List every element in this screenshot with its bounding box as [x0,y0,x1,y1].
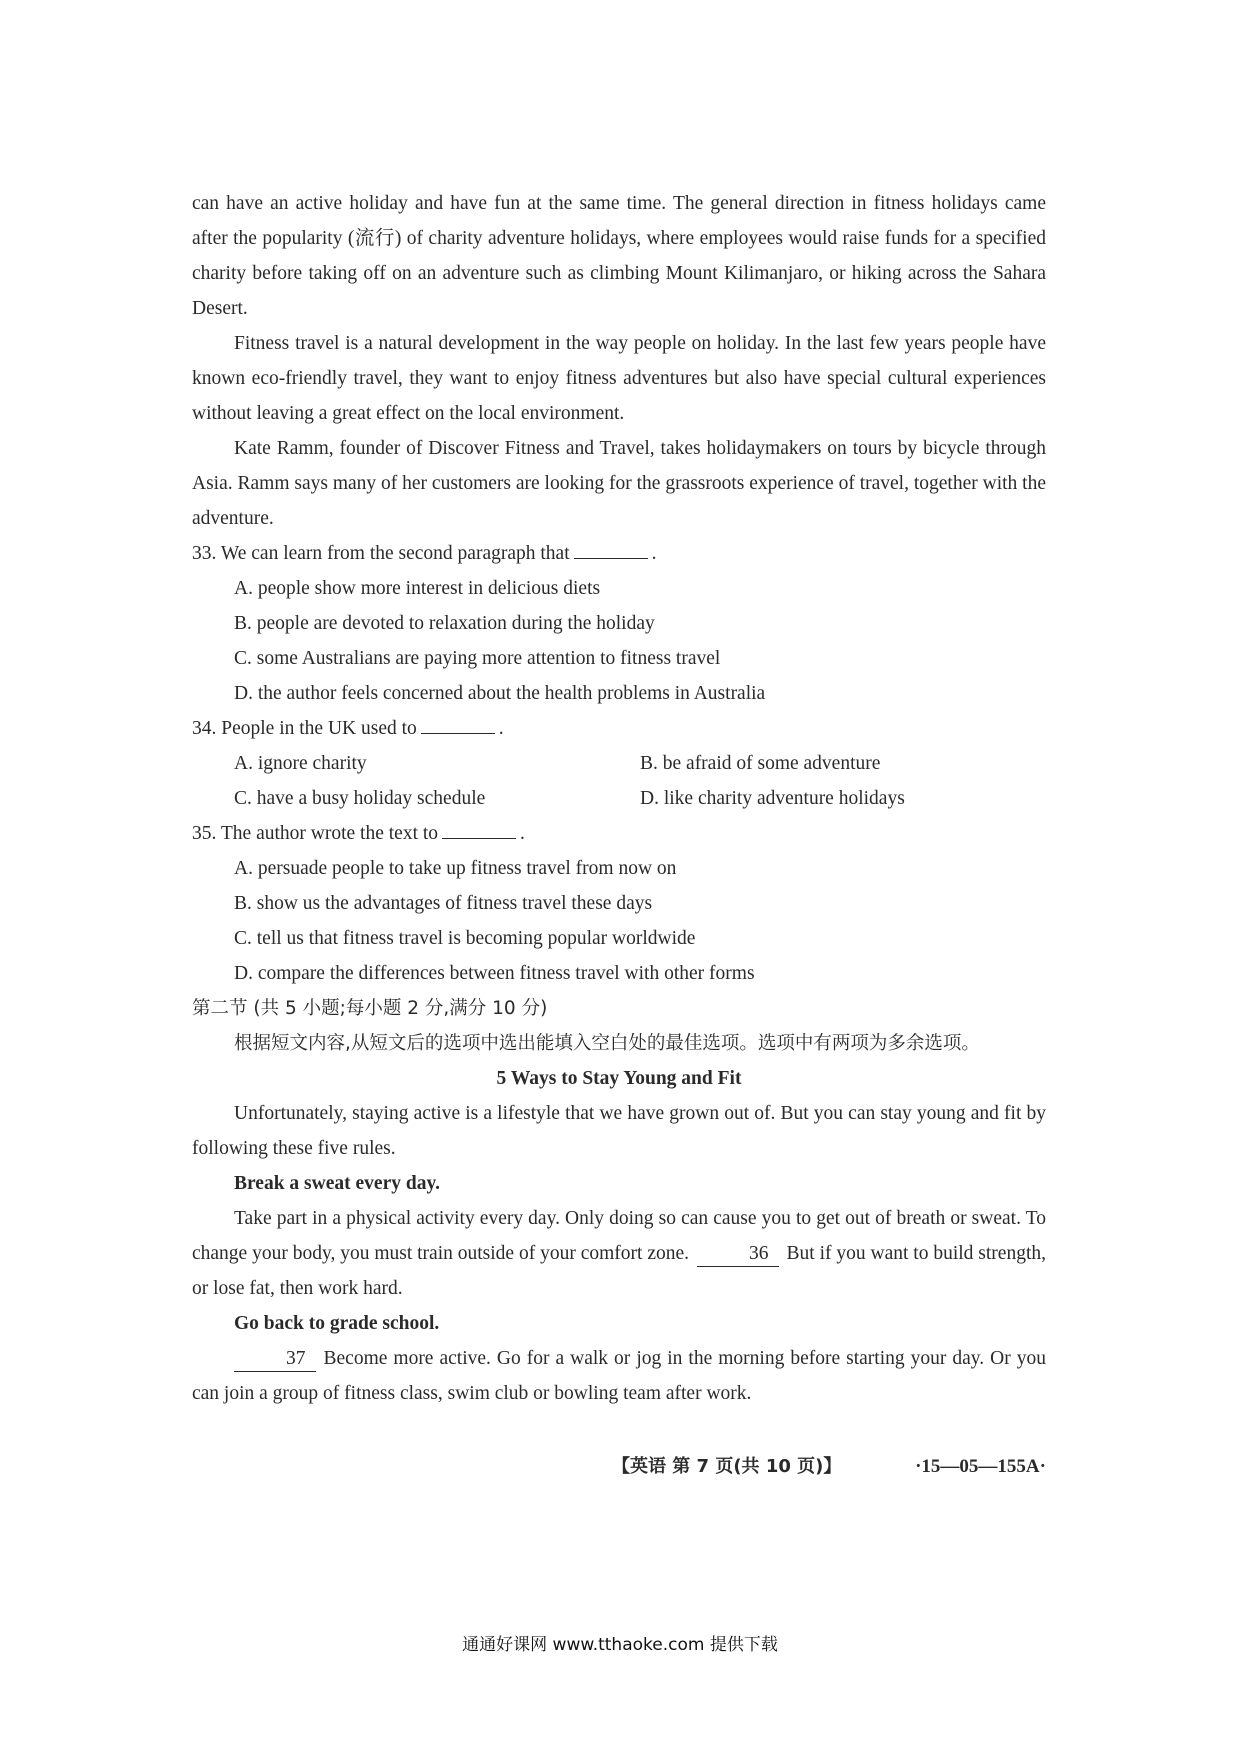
exam-page [192,186,1046,1411]
option-d: D. the author feels concerned about the health problems in Australia [234,683,766,704]
answer-blank [442,818,516,839]
answer-blank [574,538,648,559]
question-35 [192,816,1046,991]
option-c: C. have a busy holiday schedule [234,788,486,809]
option-c: C. tell us that fitness travel is becoming popular worldwide [234,928,696,949]
section-heading: 第二节 (共 5 小题;每小题 2 分,满分 10 分) [192,998,548,1019]
option-b: B. be afraid of some adventure [640,753,881,774]
question-34-stem: 34. People in the UK used to . [192,711,1046,746]
article-intro: Unfortunately, staying active is a lifestyle that we have grown out of. But you can stay young and fit by following these five rules. [192,1103,1046,1159]
option-c: C. some Australians are paying more attention to fitness travel [234,648,721,669]
passage-paragraph-3: Kate Ramm, founder of Discover Fitness and Travel, takes holidaymakers on tours by bicycle through Asia. Ramm says many of her customers are looking for the grassroots experience of travel, together with the adventure. [192,438,1046,529]
answer-blank [421,713,495,734]
blank-37: 37 [234,1347,316,1372]
options-row-2 [234,781,1046,816]
question-34 [192,711,1046,816]
option-a: A. persuade people to take up fitness travel from now on [234,858,677,879]
option-a: A. ignore charity [234,753,367,774]
option-d: D. compare the differences between fitness travel with other forms [234,963,755,984]
passage-paragraph-2: Fitness travel is a natural development in the way people on holiday. In the last few years people have known eco-friendly travel, they want to enjoy fitness adventures but also have special cultural experiences without leaving a great effect on the local environment. [192,333,1046,424]
option-d: D. like charity adventure holidays [640,788,905,809]
article-title: 5 Ways to Stay Young and Fit [496,1068,742,1089]
article-paragraph-2: 37 Become more active. Go for a walk or jog in the morning before starting your day. Or you can join a group of fitness class, swim club or bowling team after work. [192,1348,1046,1404]
page-label: 【英语 第 7 页(共 10 页)】 [612,1456,842,1477]
exam-code: ·15—05—155A· [915,1456,1046,1477]
question-33-stem: 33. We can learn from the second paragraph that . [192,536,1046,571]
option-a: A. people show more interest in delicious diets [234,578,601,599]
article-subheading-2: Go back to grade school. [234,1313,440,1334]
section-instruction: 根据短文内容,从短文后的选项中选出能填入空白处的最佳选项。选项中有两项为多余选项。 [234,1033,980,1054]
article-subheading-1: Break a sweat every day. [234,1173,440,1194]
question-33 [192,536,1046,711]
options-row-1 [234,746,1046,781]
passage-paragraph-1: can have an active holiday and have fun at the same time. The general direction in fitness holidays came after the popularity (流行) of charity adventure holidays, where employees would raise funds for a specified charity before taking off on an adventure such as climbing Mount Kilimanjaro, or hiking across the Sahara Desert. [192,193,1046,319]
option-b: B. show us the advantages of fitness travel these days [234,893,653,914]
download-watermark: 通通好课网 www.tthaoke.com 提供下载 [462,1635,778,1655]
option-b: B. people are devoted to relaxation during the holiday [234,613,655,634]
blank-36: 36 [697,1242,779,1267]
question-35-stem: 35. The author wrote the text to . [192,816,1046,851]
article-paragraph-1: Take part in a physical activity every day. Only doing so can cause you to get out of breath or sweat. To change your body, you must train outside of your comfort zone. 36 But if you want to build strength, or lose fat, then work hard. [192,1208,1046,1299]
